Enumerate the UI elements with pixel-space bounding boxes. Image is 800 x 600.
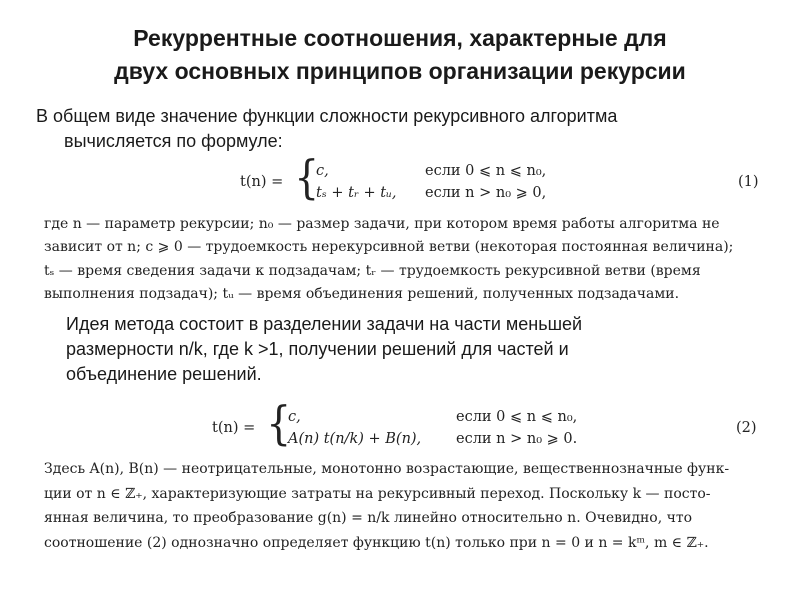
slide-title <box>0 22 800 88</box>
formula-2-case2-expr: A(n) t(n/k) + B(n), <box>288 431 422 447</box>
formula-1-case2-cond: если n > n₀ ⩾ 0, <box>425 185 547 201</box>
intro-line-1: В общем виде значение функции сложности рекурсивного алгоритма <box>36 106 618 126</box>
title-line-1: Рекуррентные соотношения, характерные для <box>133 25 667 51</box>
paragraph-2-line: ции от n ∈ ℤ₊, характеризующие затраты на рекурсивный переход. Поскольку k — посто- <box>44 485 711 502</box>
formula-1-brace: { <box>294 150 320 204</box>
intro-text <box>36 104 776 154</box>
formula-2-number: (2) <box>736 420 757 436</box>
paragraph-1-line: выполнения подзадач); tᵤ — время объединения решений, полученных подзадачами. <box>44 286 680 303</box>
paragraph-2-line: янная величина, то преобразование g(n) = n/k линейно относительно n. Очевидно, что <box>44 510 693 526</box>
formula-1-case1-expr: c, <box>316 163 329 179</box>
paragraph-2-line: Здесь A(n), B(n) — неотрицательные, монотонно возрастающие, вещественнозначные функ- <box>44 461 730 477</box>
title-line-2: двух основных принципов организации рекурсии <box>114 58 686 84</box>
paragraph-1-line: где n — параметр рекурсии; n₀ — размер задачи, при котором время работы алгоритма не <box>44 216 720 232</box>
idea-line-1: Идея метода состоит в разделении задачи на части меньшей <box>66 314 583 334</box>
formula-1-lhs: t(n) = <box>240 174 284 190</box>
intro-line-2: вычисляется по формуле: <box>64 131 283 151</box>
formula-1 <box>240 152 780 212</box>
formula-1-case2-expr: tₛ + tᵣ + tᵤ, <box>316 185 397 201</box>
formula-1-number: (1) <box>738 174 759 190</box>
paragraph-1 <box>44 213 766 307</box>
formula-1-case1-cond: если 0 ⩽ n ⩽ n₀, <box>425 163 547 179</box>
formula-2-case1-expr: c, <box>288 409 301 425</box>
paragraph-2-line: соотношение (2) однозначно определяет функцию t(n) только при n = 0 и n = kᵐ, m ∈ ℤ₊. <box>44 534 709 551</box>
idea-text <box>66 312 766 387</box>
idea-line-2: размерности n/k, где k >1, получении решений для частей и <box>66 339 569 359</box>
formula-2-case2-cond: если n > n₀ ⩾ 0. <box>456 431 578 447</box>
paragraph-1-line: tₛ — время сведения задачи к подзадачам; tᵣ — трудоемкость рекурсивной ветви (время <box>44 262 701 279</box>
formula-2-case1-cond: если 0 ⩽ n ⩽ n₀, <box>456 409 578 425</box>
paragraph-2 <box>44 457 766 555</box>
idea-line-3: объединение решений. <box>66 364 262 384</box>
formula-2 <box>212 398 772 458</box>
formula-2-brace: { <box>266 396 292 450</box>
paragraph-1-line: зависит от n; c ⩾ 0 — трудоемкость нерекурсивной ветви (некоторая постоянная величина); <box>44 239 734 256</box>
formula-2-lhs: t(n) = <box>212 420 256 436</box>
